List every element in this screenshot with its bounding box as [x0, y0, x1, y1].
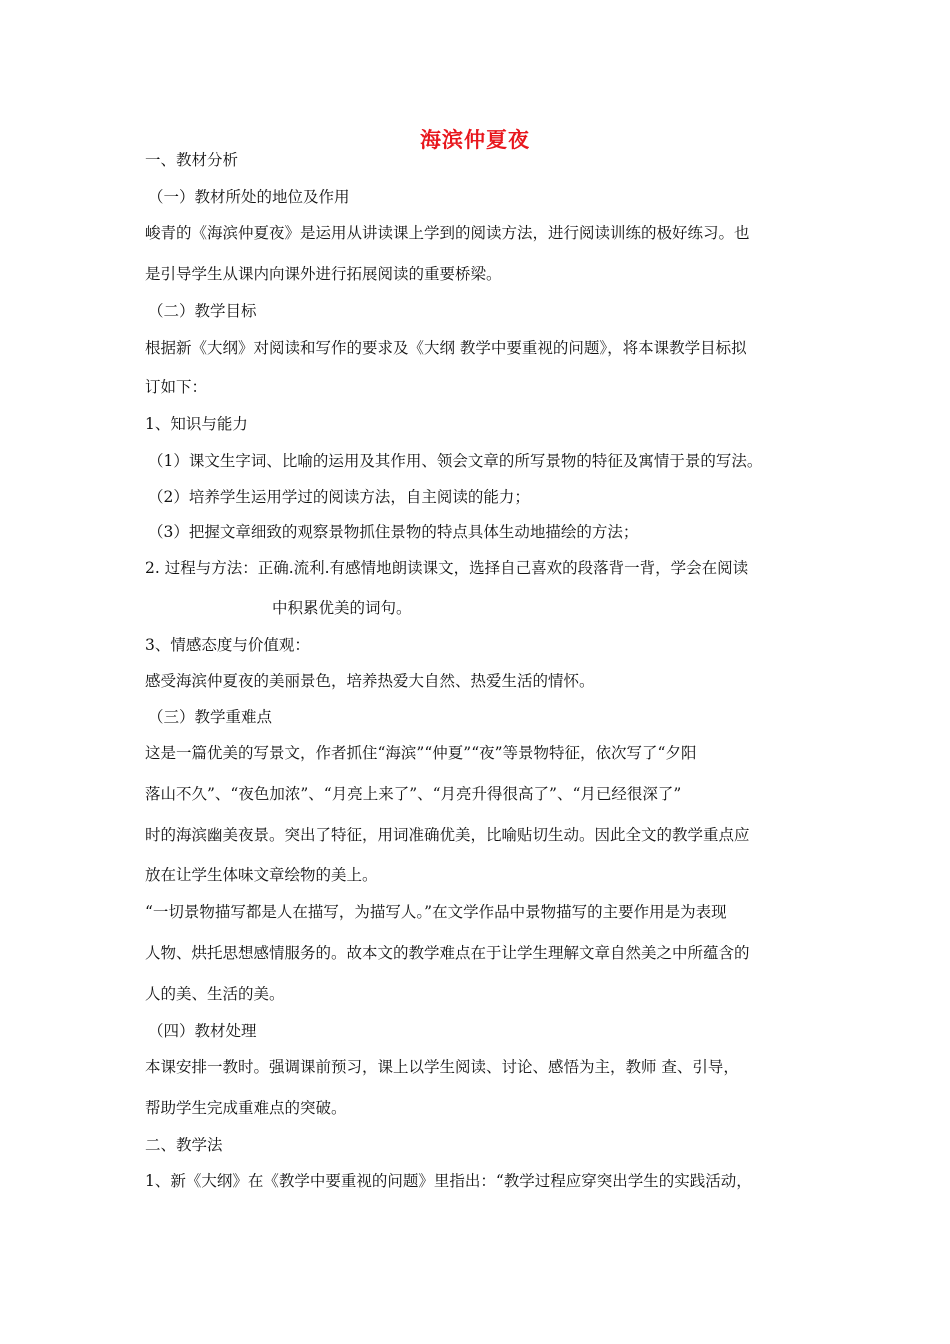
paragraph-line: 感受海滨仲夏夜的美丽景色，培养热爱大自然、热爱生活的情怀。: [145, 672, 595, 690]
list-item: （2）培养学生运用学过的阅读方法，自主阅读的能力；: [148, 488, 530, 506]
subsection-heading: （一）教材所处的地位及作用: [148, 188, 350, 206]
section-heading: 一、教材分析: [145, 151, 239, 169]
list-heading: 2. 过程与方法：正确.流利.有感情地朗读课文，选择自己喜欢的段落背一背，学会在阅读: [145, 559, 749, 577]
list-item: （3）把握文章细致的观察景物抓住景物的特点具体生动地描绘的方法；: [148, 523, 639, 541]
document-title: 海滨仲夏夜: [420, 127, 530, 152]
paragraph-line: 峻青的《海滨仲夏夜》是运用从讲读课上学到的阅读方法，进行阅读训练的极好练习。也: [145, 224, 750, 242]
paragraph-line: 1、新《大纲》在《教学中要重视的问题》里指出：“教学过程应穿突出学生的实践活动，: [145, 1172, 752, 1190]
paragraph-line: 放在让学生体味文章绘物的美上。: [145, 866, 378, 884]
paragraph-line: 根据新《大纲》对阅读和写作的要求及《大纲 教学中要重视的问题》，将本课教学目标拟: [145, 339, 747, 357]
paragraph-line: 中积累优美的词句。: [272, 599, 412, 617]
list-item: （1）课文生字词、比喻的运用及其作用、领会文章的所写景物的特征及寓情于景的写法。: [148, 452, 763, 470]
paragraph-line: 时的海滨幽美夜景。突出了特征，用词准确优美，比喻贴切生动。因此全文的教学重点应: [145, 826, 750, 844]
paragraph-line: 订如下：: [145, 378, 208, 396]
paragraph-line: 本课安排一教时。强调课前预习，课上以学生阅读、讨论、感悟为主，教师 查、引导，: [145, 1058, 739, 1076]
paragraph-line: 是引导学生从课内向课外进行拓展阅读的重要桥梁。: [145, 265, 502, 283]
subsection-heading: （二）教学目标: [148, 302, 257, 320]
subsection-heading: （四）教材处理: [148, 1022, 257, 1040]
subsection-heading: （三）教学重难点: [148, 708, 273, 726]
section-heading: 二、教学法: [145, 1136, 223, 1154]
paragraph-line: 这是一篇优美的写景文，作者抓住“海滨”“仲夏”“夜”等景物特征，依次写了“夕阳: [145, 744, 697, 762]
paragraph-line: 人物、烘托思想感情服务的。故本文的教学难点在于让学生理解文章自然美之中所蕴含的: [145, 944, 750, 962]
paragraph-line: 帮助学生完成重难点的突破。: [145, 1099, 347, 1117]
list-heading: 3、情感态度与价值观：: [145, 636, 310, 654]
paragraph-line: 人的美、生活的美。: [145, 985, 285, 1003]
paragraph-line: 落山不久”、“夜色加浓”、“月亮上来了”、“月亮升得很高了”、“月已经很深了”: [145, 785, 682, 803]
list-heading: 1、知识与能力: [145, 415, 248, 433]
paragraph-line: “一切景物描写都是人在描写，为描写人。”在文学作品中景物描写的主要作用是为表现: [145, 903, 727, 921]
